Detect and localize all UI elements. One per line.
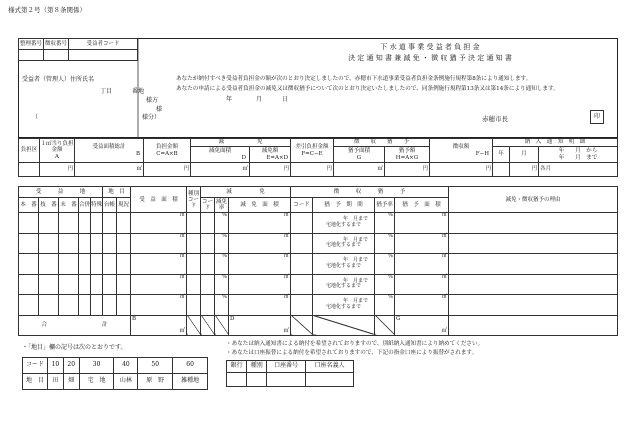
t1-val-amount[interactable] bbox=[144, 163, 191, 177]
land-hon[interactable] bbox=[19, 213, 39, 233]
notice-tsuki: 月 bbox=[256, 96, 263, 103]
t1-val-district[interactable] bbox=[19, 163, 40, 177]
chimoku-note-title: ・「地目」欄の記号は次のとおりです。 bbox=[22, 344, 127, 351]
t1-yuyo-area-head bbox=[334, 147, 385, 163]
t2-chimoku-head: 地 目 bbox=[103, 187, 131, 198]
m2-unit: ㎡ bbox=[283, 232, 289, 239]
notice-nen: 年 bbox=[226, 96, 233, 103]
t2-total-label: 合 計 bbox=[19, 315, 131, 335]
t2-total-yuyo-area[interactable] bbox=[395, 315, 449, 335]
t2-choshu-head: 徴 収 猶 予 bbox=[291, 187, 449, 198]
t1-choshu-amount-label: 徴収額 bbox=[452, 144, 470, 151]
t2-hon-head: 本 番 bbox=[19, 198, 39, 213]
m2-unit: ㎡ bbox=[283, 212, 289, 219]
land-reason[interactable] bbox=[449, 274, 618, 294]
land-reason[interactable] bbox=[449, 213, 618, 233]
t1-yen-4: 円 bbox=[326, 166, 332, 173]
seiri-number-label: 整理番号 bbox=[19, 39, 44, 50]
t2-total-genmen-area[interactable] bbox=[229, 315, 291, 335]
t1-area-total-label: 受益面積総計 bbox=[92, 144, 126, 151]
percent-unit: % bbox=[388, 273, 393, 280]
chimoku-name-sanrin: 山林 bbox=[114, 374, 138, 390]
land-gappi[interactable] bbox=[79, 213, 91, 233]
t1-val-yuyo-amount[interactable] bbox=[385, 163, 430, 177]
land-genmen-rate[interactable] bbox=[215, 274, 229, 294]
t1-val-choshu-amount[interactable] bbox=[430, 163, 493, 177]
land-yuyo-kikan[interactable] bbox=[313, 213, 375, 233]
t1-val-nen[interactable] bbox=[493, 163, 510, 177]
land-table bbox=[18, 186, 618, 336]
percent-unit: % bbox=[222, 253, 227, 260]
t2-matsu-head: 末 番 bbox=[59, 198, 79, 213]
land-kubun[interactable] bbox=[187, 295, 201, 315]
land-yuyo-area[interactable] bbox=[395, 254, 449, 274]
land-area[interactable] bbox=[131, 233, 187, 253]
t1-genmen-amount-sym: E=A×D bbox=[266, 154, 288, 161]
land-genkyo[interactable] bbox=[117, 213, 131, 233]
t1-nofu-tsuki: 月 bbox=[510, 147, 539, 163]
land-kubun[interactable] bbox=[187, 213, 201, 233]
chimoku-name-takuchi: 宅 地 bbox=[79, 374, 114, 390]
t1-nofu-kara: 年 月 から bbox=[558, 148, 598, 155]
recipient-sama2: 様 bbox=[156, 106, 163, 113]
t2-gappi-head: 合併 bbox=[79, 198, 91, 213]
land-daicho[interactable] bbox=[103, 274, 117, 294]
t2-area-head: 受 益 面 積 bbox=[131, 187, 187, 213]
land-genmen-area[interactable] bbox=[229, 233, 291, 253]
t1-yuyo-amount-head bbox=[385, 147, 430, 163]
t1-yuyo-area-sym: G bbox=[356, 154, 362, 161]
summary-table bbox=[18, 138, 618, 177]
period-takuchika: 宅地化するまで bbox=[325, 283, 361, 290]
land-genmen-rate[interactable] bbox=[215, 295, 229, 315]
t1-unit-price-head bbox=[40, 139, 75, 163]
land-row bbox=[19, 233, 618, 253]
land-genkyo[interactable] bbox=[117, 274, 131, 294]
jueki-code-label: 受益者コード bbox=[69, 39, 138, 50]
land-genmen-code[interactable] bbox=[201, 254, 215, 274]
land-kubun[interactable] bbox=[187, 254, 201, 274]
period-takuchika: 宅地化するまで bbox=[325, 262, 361, 269]
percent-unit: % bbox=[222, 212, 227, 219]
land-gappi[interactable] bbox=[79, 274, 91, 294]
land-area[interactable] bbox=[131, 295, 187, 315]
t1-genmen-amount-label: 減免額 bbox=[261, 148, 279, 155]
land-genmen-code[interactable] bbox=[201, 274, 215, 294]
issuer-name: 赤穂市長 bbox=[482, 115, 508, 123]
t2-kubun-head: 種別コード bbox=[187, 187, 201, 213]
m2-unit: ㎡ bbox=[179, 253, 185, 260]
land-yuyo-area[interactable] bbox=[395, 295, 449, 315]
t1-m2-3: ㎡ bbox=[377, 166, 383, 173]
m2-unit: ㎡ bbox=[179, 294, 185, 301]
percent-unit: % bbox=[388, 294, 393, 301]
t2-total-genmen-rate bbox=[215, 315, 229, 335]
seal-box bbox=[590, 110, 604, 124]
percent-unit: % bbox=[388, 232, 393, 239]
t1-yen-1: 円 bbox=[67, 166, 73, 173]
m2-unit: ㎡ bbox=[283, 273, 289, 280]
t1-net-label: 差引負担金額 bbox=[295, 144, 329, 151]
t2-total-sym-g: G bbox=[396, 315, 401, 322]
m2-unit: ㎡ bbox=[441, 294, 447, 301]
t2-genmen-rate-head: 減免率 bbox=[215, 199, 227, 212]
recipient-sama3: 様分） bbox=[142, 114, 161, 121]
land-daicho[interactable] bbox=[103, 295, 117, 315]
percent-unit: % bbox=[222, 294, 227, 301]
land-eda[interactable] bbox=[39, 213, 59, 233]
t2-daicho-head: 台帳 bbox=[103, 198, 117, 213]
t2-total-yuyo-code bbox=[291, 315, 313, 335]
chimoku-code-60: 60 bbox=[173, 358, 208, 374]
t1-val-yuyo-area[interactable] bbox=[334, 163, 385, 177]
t1-nofu-made: 年 月 まで bbox=[558, 154, 598, 161]
land-matsu[interactable] bbox=[59, 274, 79, 294]
land-yuyo-area[interactable] bbox=[395, 274, 449, 294]
land-gappi[interactable] bbox=[79, 295, 91, 315]
t1-genmen-area-sym: D bbox=[241, 154, 246, 161]
land-yuyo-code[interactable] bbox=[291, 254, 313, 274]
percent-unit: % bbox=[388, 212, 393, 219]
land-yuyo-code[interactable] bbox=[291, 213, 313, 233]
t1-net-sym: F=C−E bbox=[301, 150, 323, 157]
t1-val-genmen-area[interactable] bbox=[191, 163, 250, 177]
t2-tokurei-head: 特殊 bbox=[91, 198, 103, 213]
t1-val-range[interactable] bbox=[539, 163, 618, 177]
land-hon[interactable] bbox=[19, 233, 39, 253]
land-yuyo-area[interactable] bbox=[395, 233, 449, 253]
t1-unit-price-sym: A bbox=[55, 153, 59, 160]
period-until: 年 月まで bbox=[342, 277, 368, 284]
land-yuyo-kikan[interactable] bbox=[313, 254, 375, 274]
chimoku-code-30: 30 bbox=[79, 358, 114, 374]
t1-genmen-area-head bbox=[191, 147, 250, 163]
t1-choshu-amount-head bbox=[430, 139, 493, 163]
land-genmen-code[interactable] bbox=[201, 295, 215, 315]
land-genmen-area[interactable] bbox=[229, 295, 291, 315]
land-area[interactable] bbox=[131, 254, 187, 274]
t2-genkyo-head: 現況 bbox=[117, 198, 131, 213]
t1-district-head: 負担区 bbox=[19, 139, 40, 163]
t2-reason-head: 減免・徴収猶予の理由 bbox=[449, 187, 618, 213]
t2-eda-head: 枝 番 bbox=[39, 198, 59, 213]
land-genmen-area[interactable] bbox=[229, 213, 291, 233]
land-yuyo-kikan[interactable] bbox=[313, 274, 375, 294]
t1-m2-2: ㎡ bbox=[242, 166, 248, 173]
land-tokurei[interactable] bbox=[91, 295, 103, 315]
land-tokurei[interactable] bbox=[91, 213, 103, 233]
land-genmen-area[interactable] bbox=[229, 274, 291, 294]
land-genkyo[interactable] bbox=[117, 233, 131, 253]
t2-total-reason bbox=[449, 315, 618, 335]
recipient-sama1: 様方 bbox=[146, 97, 159, 104]
t1-area-total-head bbox=[75, 139, 144, 163]
t2-total-yuyo-rate bbox=[375, 315, 395, 335]
land-area[interactable] bbox=[131, 213, 187, 233]
m2-unit: ㎡ bbox=[179, 273, 185, 280]
land-hon[interactable] bbox=[19, 274, 39, 294]
land-yuyo-kikan[interactable] bbox=[313, 295, 375, 315]
land-tokurei[interactable] bbox=[91, 254, 103, 274]
land-hon[interactable] bbox=[19, 295, 39, 315]
t2-genmen-code-head: コード bbox=[201, 199, 213, 212]
land-row bbox=[19, 295, 618, 315]
recipient-banchi: 番地 bbox=[132, 88, 145, 95]
land-kubun[interactable] bbox=[187, 233, 201, 253]
m2-unit: ㎡ bbox=[283, 253, 289, 260]
chimoku-code-20: 20 bbox=[63, 358, 79, 374]
land-eda[interactable] bbox=[39, 233, 59, 253]
t2-genmen-head: 減 免 bbox=[201, 187, 291, 198]
m2-unit: ㎡ bbox=[441, 253, 447, 260]
land-gappi[interactable] bbox=[79, 233, 91, 253]
land-daicho[interactable] bbox=[103, 254, 117, 274]
land-yuyo-rate[interactable] bbox=[375, 233, 395, 253]
land-yuyo-rate[interactable] bbox=[375, 213, 395, 233]
title-line1: 下 水 道 事 業 受 益 者 負 担 金 bbox=[380, 43, 480, 51]
t2-total-area[interactable] bbox=[131, 315, 187, 335]
land-yuyo-area[interactable] bbox=[395, 213, 449, 233]
period-takuchika: 宅地化するまで bbox=[325, 242, 361, 249]
t2-total-sym-b: B bbox=[132, 315, 137, 322]
land-matsu[interactable] bbox=[59, 233, 79, 253]
percent-unit: % bbox=[222, 232, 227, 239]
bank-val-holder[interactable] bbox=[305, 373, 353, 387]
land-row bbox=[19, 254, 618, 274]
t2-yuyo-kikan-head: 猶 予 期 間 bbox=[313, 198, 375, 213]
t2-yuyo-rate-head: 猶予率 bbox=[375, 198, 395, 213]
bank-table bbox=[226, 360, 354, 387]
t1-val-tsuki[interactable] bbox=[510, 163, 539, 177]
land-genmen-code[interactable] bbox=[201, 213, 215, 233]
land-yuyo-rate[interactable] bbox=[375, 254, 395, 274]
bank-col-account: 口座番号 bbox=[267, 361, 306, 373]
land-area[interactable] bbox=[131, 274, 187, 294]
chimoku-code-40: 40 bbox=[114, 358, 138, 374]
notice-hi: 日 bbox=[282, 96, 289, 103]
land-genmen-area[interactable] bbox=[229, 254, 291, 274]
land-yuyo-code[interactable] bbox=[291, 274, 313, 294]
t2-genmen-area-head: 減 免 面 積 bbox=[229, 198, 291, 213]
bank-val-bank[interactable] bbox=[227, 373, 247, 387]
recipient-label: 受益者（管理人）住所氏名 bbox=[22, 76, 95, 83]
t1-choshu-head: 徴 収 猶 予 bbox=[334, 139, 430, 147]
land-reason[interactable] bbox=[449, 233, 618, 253]
m2-unit: ㎡ bbox=[441, 232, 447, 239]
chimoku-name-zasshuchi: 雑種地 bbox=[173, 374, 208, 390]
t1-yuyo-amount-label: 猶予額 bbox=[398, 148, 416, 155]
payment-note-2: ・あなたは口座振替による納付を希望されておりますので、下記の指金口座により振替がされます。 bbox=[226, 350, 478, 356]
t1-nofu-nen: 年 bbox=[493, 147, 510, 163]
land-yuyo-code[interactable] bbox=[291, 295, 313, 315]
choshu-number-label: 徴収番号 bbox=[44, 39, 69, 50]
t1-yen-6: 円 bbox=[485, 166, 491, 173]
t1-unit-price-label: １㎡当り負担金額 bbox=[40, 141, 74, 154]
period-takuchika: 宅地化するまで bbox=[325, 221, 361, 228]
land-row bbox=[19, 213, 618, 233]
land-yuyo-rate[interactable] bbox=[375, 295, 395, 315]
t1-genmen-head: 減 免 bbox=[191, 139, 291, 147]
title-line2: 決 定 通 知 書 兼 減 免 ・ 徴 収 猶 予 決 定 通 知 書 bbox=[348, 54, 512, 62]
m2-unit: ㎡ bbox=[441, 273, 447, 280]
payment-note-1: ・あなたは納入通知書による納付を希望されておりますので、別紙納入通知書により納めてください。 bbox=[226, 341, 484, 347]
t2-total-m2-3: ㎡ bbox=[441, 327, 447, 334]
t1-net-head bbox=[291, 139, 334, 163]
land-daicho[interactable] bbox=[103, 233, 117, 253]
t1-genmen-area-label: 減免面積 bbox=[208, 148, 231, 155]
chimoku-code-10: 10 bbox=[48, 358, 64, 374]
t1-yen-3: 円 bbox=[283, 166, 289, 173]
t1-val-net[interactable] bbox=[291, 163, 334, 177]
land-hon[interactable] bbox=[19, 254, 39, 274]
period-until: 年 月まで bbox=[342, 257, 368, 264]
bank-val-account[interactable] bbox=[267, 373, 306, 387]
t1-amount-head bbox=[144, 139, 191, 163]
chimoku-name-genya: 原 野 bbox=[138, 374, 173, 390]
recipient-paren: （ bbox=[32, 114, 39, 121]
chimoku-name-ta: 田 bbox=[48, 374, 64, 390]
land-genkyo[interactable] bbox=[117, 295, 131, 315]
land-row bbox=[19, 274, 618, 294]
t1-nofu-head: 納 入 通 知 明 細 bbox=[493, 139, 618, 147]
t1-kakki: 各月 bbox=[540, 166, 552, 173]
period-until: 年 月まで bbox=[342, 298, 368, 305]
t1-val-genmen-amount[interactable] bbox=[250, 163, 291, 177]
land-eda[interactable] bbox=[39, 295, 59, 315]
t2-yuyo-area-head: 猶 予 面 積 bbox=[395, 198, 449, 213]
land-matsu[interactable] bbox=[59, 213, 79, 233]
chimoku-name-label: 地 目 bbox=[23, 374, 48, 390]
t1-genmen-amount-head bbox=[250, 147, 291, 163]
land-eda[interactable] bbox=[39, 274, 59, 294]
land-genmen-code[interactable] bbox=[201, 233, 215, 253]
t1-val-area-total[interactable] bbox=[75, 163, 144, 177]
land-genkyo[interactable] bbox=[117, 254, 131, 274]
t1-yuyo-amount-sym: H=A×G bbox=[395, 154, 419, 161]
land-eda[interactable] bbox=[39, 254, 59, 274]
t2-total-genmen-code bbox=[201, 315, 215, 335]
t2-juekichi-head: 受 益 地 bbox=[19, 187, 103, 198]
t2-total-yuyo-kikan bbox=[313, 315, 375, 335]
t2-total-sym-d: D bbox=[230, 315, 235, 322]
chimoku-name-hata: 畑 bbox=[63, 374, 79, 390]
land-matsu[interactable] bbox=[59, 295, 79, 315]
bank-col-holder: 口座名義人 bbox=[305, 361, 353, 373]
period-until: 年 月まで bbox=[342, 216, 368, 223]
t1-nofu-range bbox=[539, 147, 618, 163]
land-reason[interactable] bbox=[449, 295, 618, 315]
percent-unit: % bbox=[222, 273, 227, 280]
bank-col-bank: 銀行 bbox=[227, 361, 247, 373]
land-tokurei[interactable] bbox=[91, 233, 103, 253]
period-until: 年 月まで bbox=[342, 236, 368, 243]
land-genmen-rate[interactable] bbox=[215, 254, 229, 274]
t1-yen-7: 円 bbox=[531, 166, 537, 173]
t1-amount-label: 負担金額 bbox=[155, 144, 178, 151]
seal-label: 印 bbox=[593, 113, 600, 120]
t1-area-total-sym: B bbox=[135, 150, 140, 157]
land-yuyo-code[interactable] bbox=[291, 233, 313, 253]
m2-unit: ㎡ bbox=[283, 294, 289, 301]
percent-unit: % bbox=[388, 253, 393, 260]
notice-line2: あなたの申請による受益者負担金の減免又は徴収猶予について次のとおり決定いたしましたので、同条例施行規程第13条又は第14条により通知します。 bbox=[176, 86, 559, 92]
land-gappi[interactable] bbox=[79, 254, 91, 274]
t1-yuyo-area-label: 猶予面積 bbox=[347, 148, 370, 155]
t1-yen-2: 円 bbox=[183, 166, 189, 173]
notice-line1: あなたが納付すべき受益者負担金の額が次のとおり決定しましたので、赤穂市下水道事業受益者負担金条例施行規程第8条により通知します。 bbox=[176, 76, 532, 82]
land-kubun[interactable] bbox=[187, 274, 201, 294]
land-genmen-rate[interactable] bbox=[215, 233, 229, 253]
t1-yen-5: 円 bbox=[422, 166, 428, 173]
land-matsu[interactable] bbox=[59, 254, 79, 274]
form-label: 様式第２号（第８条関係） bbox=[8, 6, 86, 14]
chimoku-code-50: 50 bbox=[138, 358, 173, 374]
t1-m2-1: ㎡ bbox=[136, 166, 142, 173]
t2-total-kubun bbox=[187, 315, 201, 335]
t2-total-m2-1: ㎡ bbox=[179, 327, 185, 334]
t1-val-unit-price[interactable] bbox=[40, 163, 75, 177]
bank-col-type: 種別 bbox=[247, 361, 267, 373]
land-yuyo-rate[interactable] bbox=[375, 274, 395, 294]
land-reason[interactable] bbox=[449, 254, 618, 274]
recipient-chome: 丁目 bbox=[100, 88, 113, 95]
t1-choshu-amount-sym: F−H bbox=[475, 150, 489, 157]
t2-total-m2-2: ㎡ bbox=[283, 327, 289, 334]
land-genmen-rate[interactable] bbox=[215, 213, 229, 233]
chimoku-code-label: コード bbox=[23, 358, 48, 374]
period-takuchika: 宅地化するまで bbox=[325, 303, 361, 310]
m2-unit: ㎡ bbox=[179, 212, 185, 219]
land-yuyo-kikan[interactable] bbox=[313, 233, 375, 253]
land-daicho[interactable] bbox=[103, 213, 117, 233]
m2-unit: ㎡ bbox=[441, 212, 447, 219]
t2-yuyo-code-head: コード bbox=[291, 198, 313, 213]
t1-amount-sym: C=A×B bbox=[156, 150, 178, 157]
chimoku-table bbox=[22, 357, 208, 390]
bank-val-type[interactable] bbox=[247, 373, 267, 387]
land-tokurei[interactable] bbox=[91, 274, 103, 294]
m2-unit: ㎡ bbox=[179, 232, 185, 239]
